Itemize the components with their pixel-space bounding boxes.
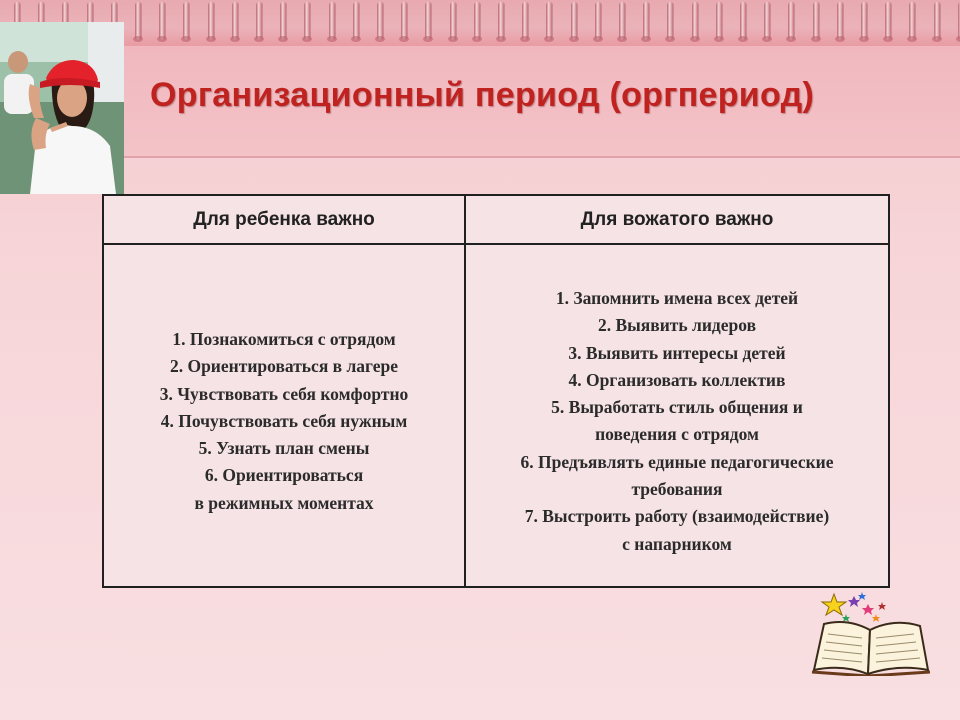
binding-ring: [740, 2, 746, 40]
binding-ring: [183, 2, 189, 40]
binding-hole: [230, 36, 240, 42]
list-item: в режимных моментах: [194, 492, 374, 513]
binding-ring: [885, 2, 891, 40]
list-item: с напарником: [622, 533, 732, 554]
binding-hole: [593, 36, 603, 42]
binding-hole: [617, 36, 627, 42]
binding-ring: [716, 2, 722, 40]
binding-hole: [762, 36, 772, 42]
binding-ring: [692, 2, 698, 40]
binding-hole: [883, 36, 893, 42]
binding-hole: [133, 36, 143, 42]
binding-hole: [835, 36, 845, 42]
table-header-counselor: Для вожатого важно: [580, 208, 774, 230]
list-item: 2. Выявить лидеров: [597, 315, 757, 336]
binding-ring: [788, 2, 794, 40]
binding-ring: [450, 2, 456, 40]
binding-ring: [571, 2, 577, 40]
comparison-table: [102, 194, 890, 588]
binding-ring: [159, 2, 165, 40]
binding-hole: [254, 36, 264, 42]
list-item: 2. Ориентироваться в лагере: [169, 356, 399, 377]
binding-hole: [907, 36, 917, 42]
binding-hole: [278, 36, 288, 42]
binding-ring: [619, 2, 625, 40]
binding-hole: [641, 36, 651, 42]
binding-hole: [351, 36, 361, 42]
binding-ring: [498, 2, 504, 40]
binding-hole: [448, 36, 458, 42]
binding-ring: [304, 2, 310, 40]
list-item: 6. Предъявлять единые педагогические: [520, 451, 834, 472]
list-item: 5. Узнать план смены: [198, 438, 370, 459]
binding-hole: [327, 36, 337, 42]
binding-ring: [208, 2, 214, 40]
binding-ring: [329, 2, 335, 40]
binding-ring: [256, 2, 262, 40]
list-item: 7. Выстроить работу (взаимодействие): [524, 506, 830, 527]
binding-hole: [157, 36, 167, 42]
list-item: 3. Выявить интересы детей: [568, 342, 786, 363]
list-item: 4. Почувствовать себя нужным: [160, 410, 408, 431]
binding-hole: [786, 36, 796, 42]
binding-hole: [859, 36, 869, 42]
binding-hole: [544, 36, 554, 42]
binding-hole: [665, 36, 675, 42]
binding-ring: [474, 2, 480, 40]
binding-ring: [813, 2, 819, 40]
binding-hole: [520, 36, 530, 42]
binding-ring: [425, 2, 431, 40]
binding-ring: [837, 2, 843, 40]
binding-ring: [522, 2, 528, 40]
table-header-divider: [104, 243, 888, 245]
binding-hole: [932, 36, 942, 42]
open-book-with-stars-icon: [806, 584, 936, 676]
binding-ring: [377, 2, 383, 40]
binding-hole: [690, 36, 700, 42]
binding-ring: [401, 2, 407, 40]
binding-ring: [595, 2, 601, 40]
binding-hole: [738, 36, 748, 42]
list-item: требования: [631, 479, 723, 500]
binding-ring: [934, 2, 940, 40]
binding-hole: [399, 36, 409, 42]
binding-ring: [764, 2, 770, 40]
counselor-priorities-list: [466, 285, 888, 558]
header-divider: [124, 156, 960, 158]
binding-hole: [811, 36, 821, 42]
list-item: 6. Ориентироваться: [204, 465, 364, 486]
spiral-binding: [0, 0, 960, 46]
binding-hole: [423, 36, 433, 42]
binding-hole: [496, 36, 506, 42]
binding-ring: [546, 2, 552, 40]
binding-hole: [714, 36, 724, 42]
binding-hole: [302, 36, 312, 42]
binding-ring: [909, 2, 915, 40]
table-header-child: Для ребенка важно: [193, 208, 375, 230]
child-priorities-list: [104, 326, 464, 517]
photo-girl-red-cap: [0, 22, 124, 194]
list-item: 5. Выработать стиль общения и: [551, 397, 803, 418]
binding-ring: [232, 2, 238, 40]
binding-hole: [181, 36, 191, 42]
binding-ring: [643, 2, 649, 40]
photo-illustration: [0, 22, 124, 194]
list-item: 1. Познакомиться с отрядом: [172, 329, 396, 349]
list-item: 3. Чувствовать себя комфортно: [159, 383, 409, 404]
binding-hole: [472, 36, 482, 42]
binding-hole: [569, 36, 579, 42]
binding-ring: [667, 2, 673, 40]
binding-hole: [375, 36, 385, 42]
list-item: 1. Запомнить имена всех детей: [555, 288, 799, 308]
list-item: поведения с отрядом: [595, 424, 759, 445]
binding-ring: [861, 2, 867, 40]
binding-ring: [280, 2, 286, 40]
binding-hole: [206, 36, 216, 42]
binding-ring: [135, 2, 141, 40]
list-item: 4. Организовать коллектив: [568, 369, 786, 390]
binding-ring: [353, 2, 359, 40]
binding-hole: [956, 36, 960, 42]
slide-title: Организационный период (оргпериод): [150, 76, 815, 114]
